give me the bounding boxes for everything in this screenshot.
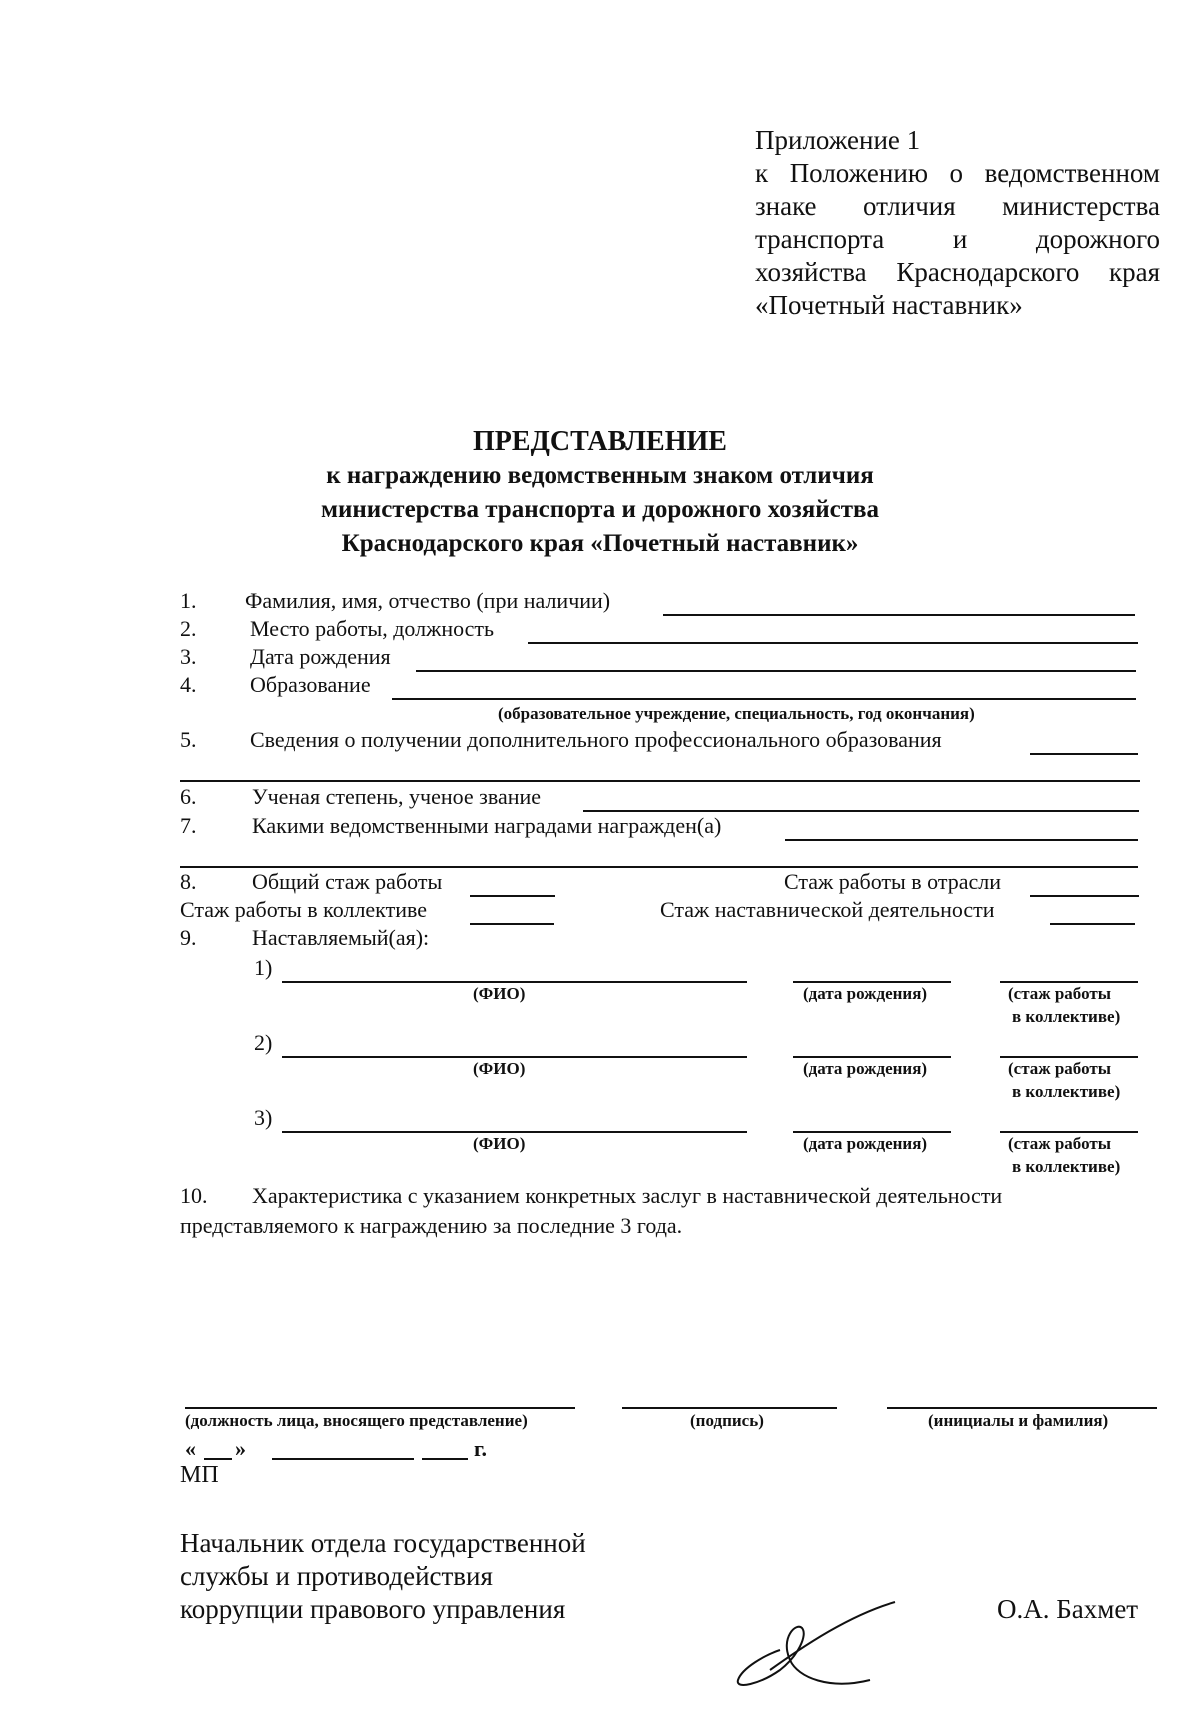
word: о: [949, 158, 964, 188]
footer-position-line3: коррупции правового управления: [180, 1594, 566, 1624]
date-quote-close: »: [235, 1436, 246, 1461]
word: Положению: [789, 158, 928, 188]
word: транспорта: [755, 224, 885, 254]
mentee-1-team-experience-field[interactable]: [1000, 981, 1138, 983]
additional-education-field[interactable]: [1030, 753, 1138, 755]
appendix-line2: [755, 157, 1160, 190]
awards-field-line2[interactable]: [180, 866, 1138, 868]
word: ведомственном: [984, 158, 1160, 188]
document-subtitle-1: к награждению ведомственным знаком отличия: [326, 462, 874, 489]
date-year-field[interactable]: [422, 1458, 468, 1460]
footer-position-line1: Начальник отдела государственной: [180, 1528, 586, 1558]
stamp-place: МП: [180, 1462, 219, 1488]
item-label-workplace: Место работы, должность: [250, 616, 495, 641]
item-label-name: Фамилия, имя, отчество (при наличии): [245, 588, 611, 613]
awards-field[interactable]: [785, 839, 1138, 841]
mentee-2-fio-caption: (ФИО): [473, 1059, 526, 1078]
mentee-2-birthdate-field[interactable]: [793, 1056, 951, 1058]
word: края: [1108, 257, 1160, 287]
item-label-degree: Ученая степень, ученое звание: [252, 784, 542, 809]
mentee-2-birthdate-caption: (дата рождения): [803, 1059, 928, 1078]
mentee-2-team-experience-field[interactable]: [1000, 1056, 1138, 1058]
appendix-header: [755, 124, 1160, 322]
education-caption: (образовательное учреждение, специальность, год окончания): [498, 704, 975, 723]
document-subtitle-3: Краснодарского края «Почетный наставник»: [341, 530, 859, 557]
appendix-line1: Приложение 1: [755, 125, 921, 155]
date-month-field[interactable]: [272, 1458, 414, 1460]
appendix-line5: [755, 256, 1160, 289]
appendix-line6: «Почетный наставник»: [755, 290, 1023, 320]
document-subtitle-2: министерства транспорта и дорожного хозяйства: [320, 496, 880, 523]
mentee-1-experience-caption-1: (стаж работы: [1008, 984, 1111, 1003]
position-caption: (должность лица, вносящего представление): [185, 1411, 528, 1430]
industry-experience-field[interactable]: [1030, 895, 1139, 897]
mentee-1-birthdate-caption: (дата рождения): [803, 984, 928, 1003]
mentee-3-experience-caption-1: (стаж работы: [1008, 1134, 1111, 1153]
team-experience-field[interactable]: [470, 923, 554, 925]
birthdate-field[interactable]: [416, 670, 1136, 672]
word: Краснодарского: [896, 257, 1080, 287]
signature-stroke-1: [738, 1627, 870, 1685]
item-label-characteristic-cont: представляемого к награждению за последние 3 года.: [180, 1213, 683, 1238]
mentee-3-name-field[interactable]: [282, 1131, 747, 1133]
word: и: [952, 224, 968, 254]
appendix-line4: [755, 223, 1160, 256]
mentee-3-birthdate-field[interactable]: [793, 1131, 951, 1133]
mentee-2-experience-caption-2: в коллективе): [1012, 1082, 1121, 1101]
item-number-6: 6.: [180, 784, 197, 809]
item-label-team-experience: Стаж работы в коллективе: [180, 897, 427, 922]
mentee-2-experience-caption-1: (стаж работы: [1008, 1059, 1111, 1078]
mentoring-experience-field[interactable]: [1050, 923, 1135, 925]
workplace-field[interactable]: [528, 642, 1138, 644]
position-field[interactable]: [185, 1407, 575, 1409]
item-number-2: 2.: [180, 616, 197, 641]
item-label-industry-experience: Стаж работы в отрасли: [784, 869, 1002, 894]
handwritten-signature: [720, 1580, 920, 1690]
total-experience-field[interactable]: [470, 895, 555, 897]
mentee-3-team-experience-field[interactable]: [1000, 1131, 1138, 1133]
mentee-1-name-field[interactable]: [282, 981, 747, 983]
item-label-birthdate: Дата рождения: [250, 644, 391, 669]
initials-field[interactable]: [887, 1407, 1157, 1409]
additional-education-field-line2[interactable]: [180, 780, 1140, 782]
word: дорожного: [1035, 224, 1160, 254]
word: к: [755, 158, 769, 188]
mentee-3-experience-caption-2: в коллективе): [1012, 1157, 1121, 1176]
item-label-characteristic: Характеристика с указанием конкретных заслуг в наставнической деятельности: [252, 1183, 1003, 1208]
mentee-2-number: 2): [254, 1030, 273, 1055]
item-number-4: 4.: [180, 672, 197, 697]
mentee-1-experience-caption-2: в коллективе): [1012, 1007, 1121, 1026]
item-number-3: 3.: [180, 644, 197, 669]
document-title: ПРЕДСТАВЛЕНИЕ: [473, 426, 727, 457]
item-label-awards: Какими ведомственными наградами награжден(а): [252, 813, 722, 838]
item-number-9: 9.: [180, 925, 197, 950]
word: министерства: [1002, 191, 1160, 221]
mentee-1-fio-caption: (ФИО): [473, 984, 526, 1003]
word: отличия: [863, 191, 956, 221]
item-number-5: 5.: [180, 727, 197, 752]
appendix-line3: [755, 190, 1160, 223]
signature-caption: (подпись): [690, 1411, 764, 1430]
mentee-1-number: 1): [254, 955, 273, 980]
item-label-mentees: Наставляемый(ая):: [252, 925, 430, 950]
item-label-mentoring-experience: Стаж наставнической деятельности: [660, 897, 995, 922]
footer-position-line2: службы и противодействия: [180, 1561, 493, 1591]
item-number-1: 1.: [180, 588, 197, 613]
item-number-10: 10.: [180, 1183, 208, 1208]
item-label-additional-education: Сведения о получении дополнительного профессионального образования: [250, 727, 942, 752]
footer-signatory-name: О.А. Бахмет: [997, 1594, 1139, 1624]
word: хозяйства: [755, 257, 867, 287]
mentee-3-birthdate-caption: (дата рождения): [803, 1134, 928, 1153]
education-field[interactable]: [392, 698, 1136, 700]
degree-field[interactable]: [583, 810, 1139, 812]
mentee-1-birthdate-field[interactable]: [793, 981, 951, 983]
signature-field[interactable]: [622, 1407, 837, 1409]
name-field[interactable]: [663, 614, 1135, 616]
mentee-3-number: 3): [254, 1105, 273, 1130]
item-label-total-experience: Общий стаж работы: [252, 869, 443, 894]
date-year-suffix: г.: [474, 1436, 488, 1461]
date-quote-open: «: [185, 1436, 196, 1461]
item-number-8: 8.: [180, 869, 197, 894]
date-day-field[interactable]: [204, 1458, 232, 1460]
mentee-2-name-field[interactable]: [282, 1056, 747, 1058]
word: знаке: [755, 191, 817, 221]
initials-caption: (инициалы и фамилия): [928, 1411, 1109, 1430]
mentee-3-fio-caption: (ФИО): [473, 1134, 526, 1153]
item-label-education: Образование: [250, 672, 371, 697]
item-number-7: 7.: [180, 813, 197, 838]
